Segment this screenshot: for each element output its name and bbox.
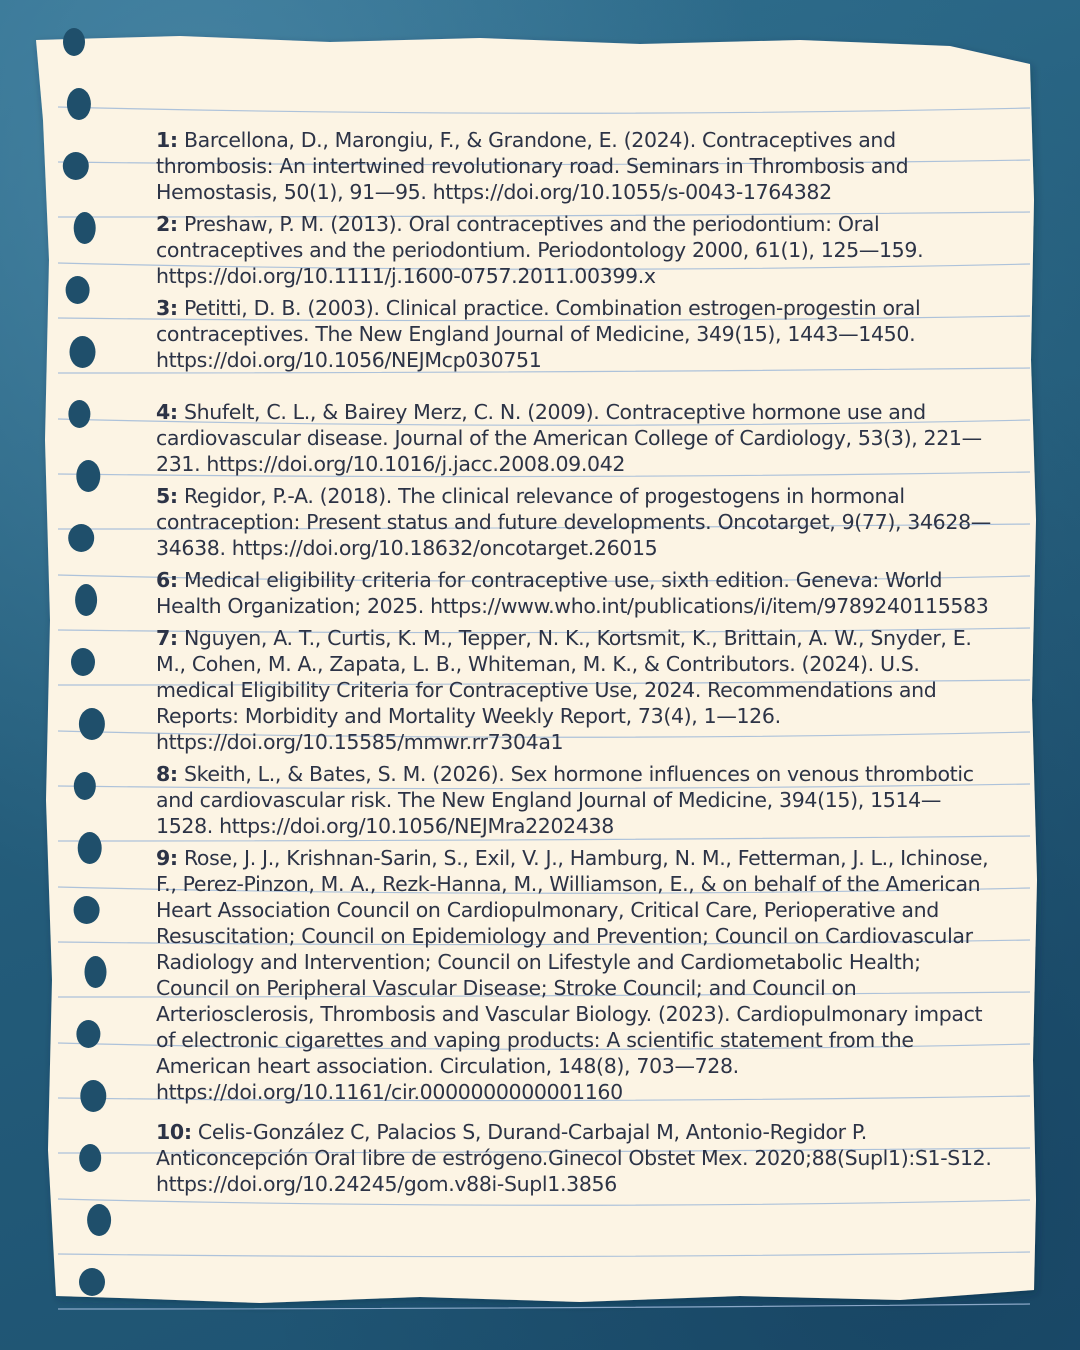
binder-hole <box>76 1020 100 1048</box>
reference-item <box>156 845 992 1105</box>
ruled-line <box>58 1304 1030 1309</box>
binder-hole <box>63 152 89 180</box>
binder-hole <box>66 276 90 304</box>
reference-number: 8: <box>156 762 178 786</box>
binder-hole <box>79 1144 101 1172</box>
reference-text: Skeith, L., & Bates, S. M. (2026). Sex hormone influences on venous thrombotic and cardiovascular risk. The New England Journal of Medicine, 394(15), 1514—1528. https://doi.org/10.1056/NEJMra2202438 <box>156 762 974 838</box>
reference-number: 6: <box>156 568 178 592</box>
reference-item <box>156 625 992 755</box>
reference-item <box>156 399 992 477</box>
reference-number: 5: <box>156 484 178 508</box>
reference-text: Medical eligibility criteria for contraceptive use, sixth edition. Geneva: World Health Organization; 2025. https://www.who.int/publications/i/item/9789240115583 <box>156 568 989 618</box>
reference-item <box>156 567 992 619</box>
reference-text: Nguyen, A. T., Curtis, K. M., Tepper, N. K., Kortsmit, K., Brittain, A. W., Snyder, E. M., Cohen, M. A., Zapata, L. B., Whiteman, M. K., & Contributors. (2024). U.S. medical Eligibility Criteria for Contraceptive Use, 2024. Recommendations and Reports: Morbidity and Mortality Weekly Report, 73(4), 1—126. https://doi.org/10.15585/mmwr.rr7304a1 <box>156 626 972 754</box>
binder-hole <box>74 212 96 244</box>
reference-item <box>156 211 992 289</box>
references-list <box>156 127 992 1203</box>
reference-text: Celis-González C, Palacios S, Durand-Carbajal M, Antonio-Regidor P. Anticoncepción Oral libre de estrógeno.Ginecol Obstet Mex. 2020;88(Supl1):S1-S12. https://doi.org/10.24245/gom.v88i-Supl1.3856 <box>156 1120 992 1196</box>
binder-hole <box>79 1268 105 1296</box>
reference-number: 7: <box>156 626 178 650</box>
reference-text: Shufelt, C. L., & Bairey Merz, C. N. (2009). Contraceptive hormone use and cardiovascular disease. Journal of the American College of Cardiology, 53(3), 221—231. https://doi.org/10.1016/j.jacc.2008.09.042 <box>156 400 982 476</box>
binder-hole <box>74 772 96 800</box>
reference-number: 4: <box>156 400 178 424</box>
reference-item <box>156 127 992 205</box>
binder-hole <box>67 88 91 120</box>
binder-hole <box>71 648 95 676</box>
binder-hole <box>76 460 100 492</box>
binder-hole <box>63 28 85 56</box>
binder-hole <box>75 584 97 616</box>
reference-text: Rose, J. J., Krishnan-Sarin, S., Exil, V. J., Hamburg, N. M., Fetterman, J. L., Ichinose, F., Perez-Pinzon, M. A., Rezk-Hanna, M., Williamson, E., & on behalf of the American Heart Association Council on Cardiopulmonary, Critical Care, Perioperative and Resuscitation; Council on Epidemiology and Prevention; Council on Cardiovascular Radiology and Intervention; Council on Lifestyle and Cardiometabolic Health; Council on Peripheral Vascular Disease; Stroke Council; and Council on Arteriosclerosis, Thrombosis and Vascular Biology. (2023). Cardiopulmonary impact of electronic cigarettes and vaping products: A scientific statement from the American heart association. Circulation, 148(8), 703—728. https://doi.org/10.1161/cir.0000000000001160 <box>156 846 989 1104</box>
binder-hole <box>74 896 100 924</box>
reference-number: 2: <box>156 212 178 236</box>
binder-hole <box>68 524 94 552</box>
reference-text: Petitti, D. B. (2003). Clinical practice. Combination estrogen-progestin oral contraceptives. The New England Journal of Medicine, 349(15), 1443—1450. https://doi.org/10.1056/NEJMcp030751 <box>156 296 921 372</box>
reference-number: 3: <box>156 296 178 320</box>
reference-number: 1: <box>156 128 178 152</box>
binder-hole <box>85 956 107 988</box>
reference-item <box>156 761 992 839</box>
binder-hole <box>79 708 105 740</box>
binder-hole <box>87 1204 111 1236</box>
binder-hole <box>80 1080 106 1112</box>
reference-item <box>156 1119 992 1197</box>
reference-number: 9: <box>156 846 178 870</box>
reference-item <box>156 483 992 561</box>
binder-hole <box>78 832 102 864</box>
reference-text: Barcellona, D., Marongiu, F., & Grandone, E. (2024). Contraceptives and thrombosis: An intertwined revolutionary road. Seminars in Thrombosis and Hemostasis, 50(1), 91—95. https://doi.org/10.1055/s-0043-1764382 <box>156 128 909 204</box>
binder-hole <box>70 336 96 368</box>
reference-text: Regidor, P.-A. (2018). The clinical relevance of progestogens in hormonal contraception: Present status and future developments. Oncotarget, 9(77), 34628—34638. https://doi.org/10.18632/oncotarget.26015 <box>156 484 991 560</box>
binder-hole <box>68 400 90 428</box>
reference-item <box>156 295 992 373</box>
reference-text: Preshaw, P. M. (2013). Oral contraceptives and the periodontium: Oral contraceptives and the periodontium. Periodontology 2000, 61(1), 125—159. https://doi.org/10.1111/j.1600-0757.2011.00399.x <box>156 212 924 288</box>
reference-number: 10: <box>156 1120 192 1144</box>
